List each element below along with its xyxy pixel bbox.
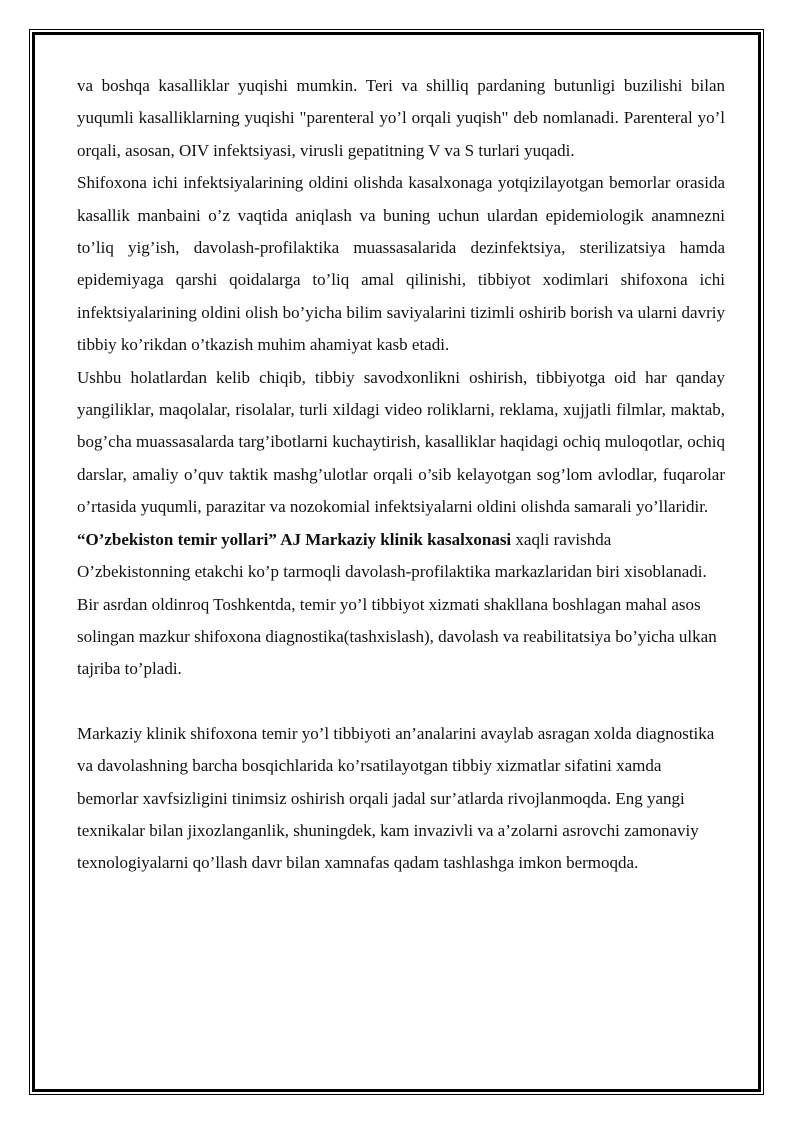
document-body [77,70,725,880]
paragraph-2: Shifoxona ichi infektsiyalarining oldini olishda kasalxonaga yotqizilayotgan bemorlar orasida kasallik manbaini o’z vaqtida aniqlash va buning uchun ulardan epidemiologik anamnezni to’liq yig’ish, davolash-profilaktika muassasalarida dezinfektsiya, sterilizatsiya hamda epidemiyaga qarshi qoidalarga to’liq amal qilinishi, tibbiyot xodimlari shifoxona ichi infektsiyalarining oldini olish bo’yicha bilim saviyalarini tizimli oshirib borish va ularni davriy tibbiy ko’rikdan o’tkazish muhim ahamiyat kasb etadi. [77,173,725,355]
paragraph-3: Ushbu holatlardan kelib chiqib, tibbiy savodxonlikni oshirish, tibbiyotga oid har qanday yangiliklar, maqolalar, risolalar, turli xildagi video roliklarni, reklama, xujjatli filmlar, maktab, bog’cha muassasalarda targ’ibotlarni kuchaytirish, kasalliklar haqidagi ochiq muloqotlar, ochiq darslar, amaliy o’quv taktik mashg’ulotlar orqali o’sib kelayotgan sog’lom avlodlar, fuqarolar o’rtasida yuqumli, parazitar va nozokomial infektsiyalarni oldini olishda samarali yo’llaridir. [77,367,725,517]
paragraph-5: Markaziy klinik shifoxona temir yo’l tibbiyoti an’analarini avaylab asragan xolda diagnostika va davolashning barcha bosqichlarida ko’rsatilayotgan tibbiy xizmatlar sifatini xamda bemorlar xavfsizligini tinimsiz oshirish orqali jadal sur’atlarda rivojlanmoqda. Eng yangi texnikalar bilan jixozlanganlik, shuningdek, kam invazivli va a’zolarni asrovchi zamonaviy texnologiyalarni qo’llash davr bilan xamnafas qadam tashlashga imkon bermoqda. [77,723,715,873]
blank-line [77,686,725,718]
paragraph-4 [77,524,725,686]
paragraph-1: va boshqa kasalliklar yuqishi mumkin. Teri va shilliq pardaning butunligi buzilishi bilan yuqumli kasalliklarning yuqishi "parenteral yo’l orqali yuqish" deb nomlanadi. Parenteral yo’l orqali, asosan, OIV infektsiyasi, virusli gepatitning V va S turlari yuqadi. [77,76,725,160]
paragraph-4-text: xaqli ravishda O’zbekistonning etakchi ko’p tarmoqli davolash-profilaktika markazlaridan biri xisoblanadi. Bir asrdan oldinroq Toshkentda, temir yo’l tibbiyot xizmati shakllana boshlagan mahal asos solingan mazkur shifoxona diagnostika(tashxislash), davolash va reabilitatsiya bo’yicha ulkan tajriba to’pladi. [77,529,717,679]
hospital-name: “O’zbekiston temir yollari” AJ Markaziy klinik kasalxonasi [77,529,512,549]
